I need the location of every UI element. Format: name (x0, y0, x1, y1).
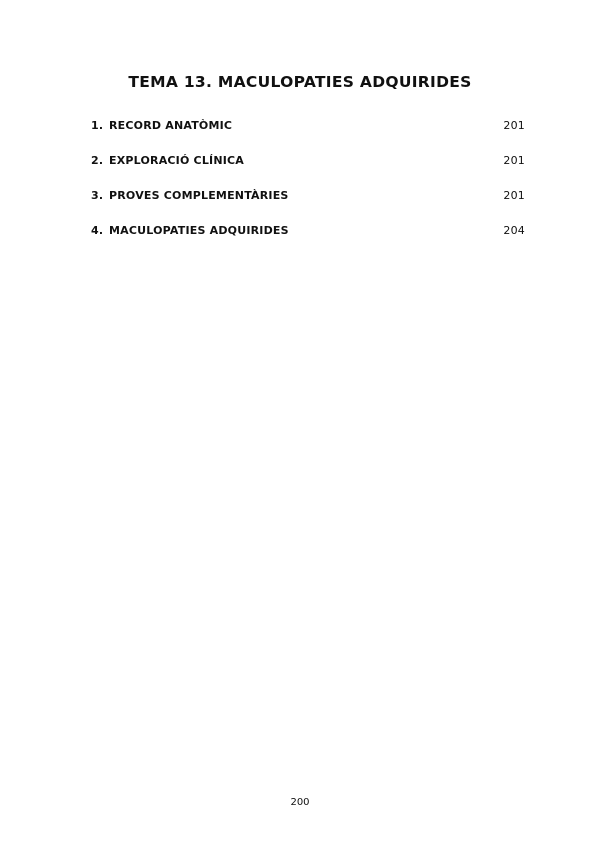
toc-entry-number: 1. (91, 119, 104, 132)
toc-entry-number: 4. (91, 224, 104, 237)
toc-entry-proves-complementaries[interactable] (91, 189, 525, 224)
table-of-contents (91, 119, 525, 259)
toc-entry-page: 201 (503, 189, 525, 202)
toc-entry-label: EXPLORACIÓ CLÍNICA (109, 154, 245, 167)
toc-entry-label: RECORD ANATÒMIC (109, 119, 233, 132)
toc-entry-number: 3. (91, 189, 104, 202)
toc-entry-page: 201 (503, 154, 525, 167)
toc-entry-number: 2. (91, 154, 104, 167)
page-number: 200 (290, 797, 310, 808)
toc-entry-maculopaties-adquirides[interactable] (91, 224, 525, 259)
toc-entry-label: MACULOPATIES ADQUIRIDES (109, 224, 289, 237)
toc-entry-label: PROVES COMPLEMENTÀRIES (109, 189, 289, 202)
page-title: TEMA 13. MACULOPATIES ADQUIRIDES (128, 73, 472, 91)
toc-entry-page: 204 (503, 224, 525, 237)
toc-entry-exploracio-clinica[interactable] (91, 154, 525, 189)
toc-entry-page: 201 (503, 119, 525, 132)
toc-entry-record-anatomic[interactable] (91, 119, 525, 154)
